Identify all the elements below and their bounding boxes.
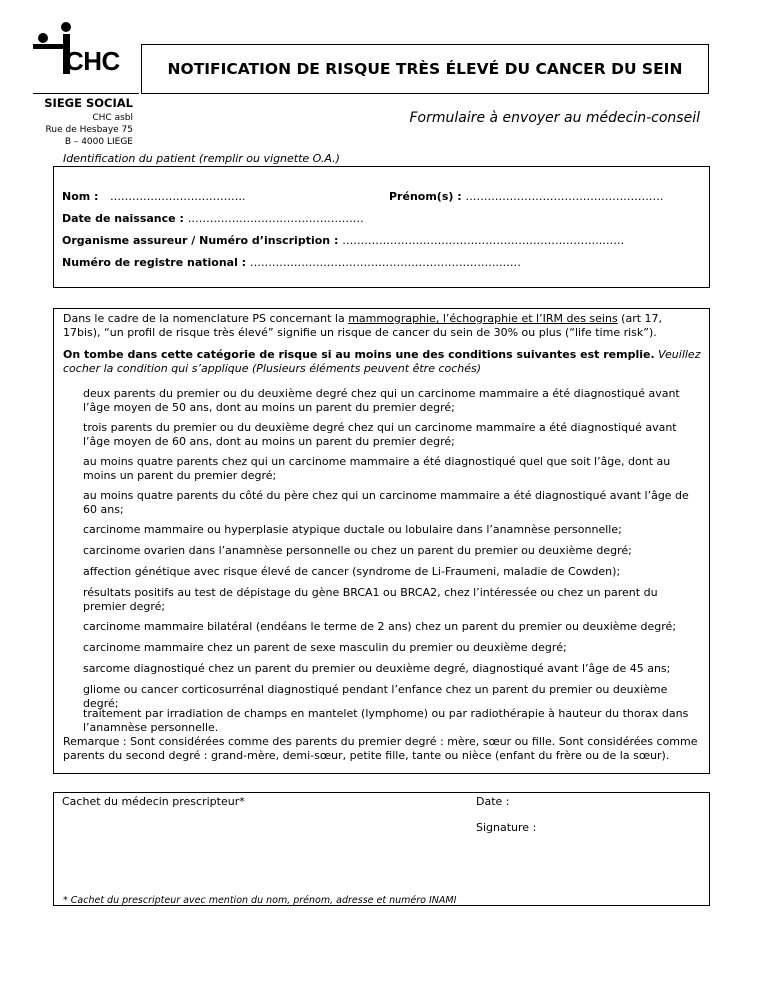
criteria-lead (63, 348, 703, 375)
siege-line: CHC asbl (92, 113, 133, 123)
criterion-text: trois parents du premier ou du deuxième degré chez qui un carcinome mammaire a été diagnostiqué avant l’âge moyen de 60 ans, dont au moins un parent du premier degré; (83, 421, 677, 448)
checkbox-icon[interactable] (63, 489, 83, 516)
checkbox-icon[interactable] (63, 565, 83, 579)
criterion-text: carcinome mammaire ou hyperplasie atypique ductale ou lobulaire dans l’anamnèse personnelle; (83, 523, 622, 536)
signature-label: Signature : (476, 821, 537, 834)
criterion-item[interactable] (63, 662, 703, 676)
national-label: Numéro de registre national : (62, 256, 247, 269)
nom-field[interactable] (62, 190, 245, 203)
criterion-item[interactable] (63, 565, 703, 579)
page-title: NOTIFICATION DE RISQUE TRÈS ÉLEVÉ DU CANCER DU SEIN (141, 44, 709, 94)
criterion-item[interactable] (63, 707, 703, 734)
checkbox-icon[interactable] (63, 641, 83, 655)
siege-line: Rue de Hesbaye 75 (45, 125, 133, 135)
siege-line: B – 4000 LIEGE (64, 137, 133, 147)
checkbox-icon[interactable] (63, 421, 83, 448)
criterion-text: gliome ou cancer corticosurrénal diagnostiqué pendant l’enfance chez un parent du premier ou deuxième degré; (83, 683, 668, 710)
intro-text: Dans le cadre de la nomenclature PS concernant la (63, 312, 349, 325)
criterion-text: traitement par irradiation de champs en mantelet (lymphome) ou par radiothérapie à hauteur du thorax dans l’anamnèse personnelle. (83, 707, 689, 734)
checkbox-icon[interactable] (63, 544, 83, 558)
prenom-label: Prénom(s) : (389, 190, 462, 203)
criterion-text: sarcome diagnostiqué chez un parent du premier ou deuxième degré, diagnostiqué avant l’âge de 45 ans; (83, 662, 671, 675)
patient-identification-box (53, 166, 710, 288)
criterion-text: au moins quatre parents chez qui un carcinome mammaire a été diagnostiqué quel que soit l’âge, dont au moins un parent du premier degré; (83, 455, 671, 482)
criterion-item[interactable] (63, 455, 703, 482)
remark: Remarque : Sont considérées comme des parents du premier degré : mère, sœur ou fille. Sont considérées comme parents du second degré : grand-mère, demi-sœur, petite fille, tante ou nièce (enfant du frère ou de la sœur). (63, 735, 698, 762)
national-register-field[interactable] (62, 256, 521, 269)
siege-address (20, 112, 133, 148)
divider (33, 93, 139, 94)
nom-label: Nom : (62, 190, 99, 203)
criterion-text: affection génétique avec risque élevé de cancer (syndrome de Li-Fraumeni, maladie de Cowden); (83, 565, 621, 578)
criterion-text: au moins quatre parents du côté du père chez qui un carcinome mammaire a été diagnostiqué avant l’âge de 60 ans; (83, 489, 689, 516)
criteria-intro (63, 312, 703, 339)
criterion-item[interactable] (63, 489, 703, 516)
lead-instruction: Veuillez cocher la condition qui s’applique (Plusieurs éléments peuvent être cochés) (63, 348, 701, 375)
nom-dots: ………………………………. (109, 190, 246, 203)
logo-text: CHC (65, 46, 120, 76)
checkbox-icon[interactable] (63, 455, 83, 482)
checkbox-icon[interactable] (63, 707, 83, 734)
criterion-text: deux parents du premier ou du deuxième degré chez qui un carcinome mammaire a été diagnostiqué avant l’âge moyen de 50 ans, dont au moins un parent du premier degré; (83, 387, 680, 414)
prenom-dots: ……………………………………………… (465, 190, 664, 203)
dob-dots: ………………………………………… (187, 212, 364, 225)
criterion-item[interactable] (63, 523, 703, 537)
prenom-field[interactable] (389, 190, 663, 203)
criterion-item[interactable] (63, 586, 703, 613)
criterion-item[interactable] (63, 544, 703, 558)
checkbox-icon[interactable] (63, 586, 83, 613)
footnote: * Cachet du prescripteur avec mention du nom, prénom, adresse et numéro INAMI (63, 895, 457, 906)
national-dots: …………………………………………………………..…… (249, 256, 521, 269)
criterion-item[interactable] (63, 387, 703, 414)
intro-text-end: (art 17, 17bis), “un profil de risque très élevé” signifie un risque de cancer du sein de 30% ou plus (“life time risk”). (63, 312, 663, 339)
lead-bold: On tombe dans cette catégorie de risque si au moins une des conditions suivantes est remplie. (63, 348, 655, 361)
date-label: Date : (476, 795, 510, 808)
criterion-item[interactable] (63, 683, 703, 710)
checkbox-icon[interactable] (63, 387, 83, 414)
criterion-item[interactable] (63, 421, 703, 448)
intro-underlined: mammographie, l’échographie et l’IRM des seins (348, 312, 618, 325)
criterion-item[interactable] (63, 641, 703, 655)
criterion-text: carcinome mammaire bilatéral (endéans le terme de 2 ans) chez un parent du premier ou deuxième degré; (83, 620, 677, 633)
checkbox-icon[interactable] (63, 683, 83, 710)
cachet-label: Cachet du médecin prescripteur* (62, 795, 245, 808)
criterion-text: carcinome ovarien dans l’anamnèse personnelle ou chez un parent du premier ou deuxième degré; (83, 544, 632, 557)
siege-title: SIEGE SOCIAL (44, 96, 133, 110)
dob-field[interactable] (62, 212, 364, 225)
checkbox-icon[interactable] (63, 662, 83, 676)
chc-logo (33, 22, 133, 78)
checkbox-icon[interactable] (63, 523, 83, 537)
insurer-label: Organisme assureur / Numéro d’inscription : (62, 234, 339, 247)
checkbox-icon[interactable] (63, 620, 83, 634)
prescriber-stamp-box[interactable] (53, 792, 710, 906)
criterion-text: résultats positifs au test de dépistage du gène BRCA1 ou BRCA2, chez l’intéressée ou chez un parent du premier degré; (83, 586, 658, 613)
dob-label: Date de naissance : (62, 212, 184, 225)
patient-section-label: Identification du patient (remplir ou vignette O.A.) (63, 152, 340, 165)
criteria-box (53, 308, 710, 774)
form-destination: Formulaire à envoyer au médecin-conseil (409, 110, 700, 126)
insurer-dots: ……………………………………………………………..…… (342, 234, 625, 247)
criterion-item[interactable] (63, 620, 703, 634)
criterion-text: carcinome mammaire chez un parent de sexe masculin du premier ou deuxième degré; (83, 641, 567, 654)
insurer-field[interactable] (62, 234, 624, 247)
